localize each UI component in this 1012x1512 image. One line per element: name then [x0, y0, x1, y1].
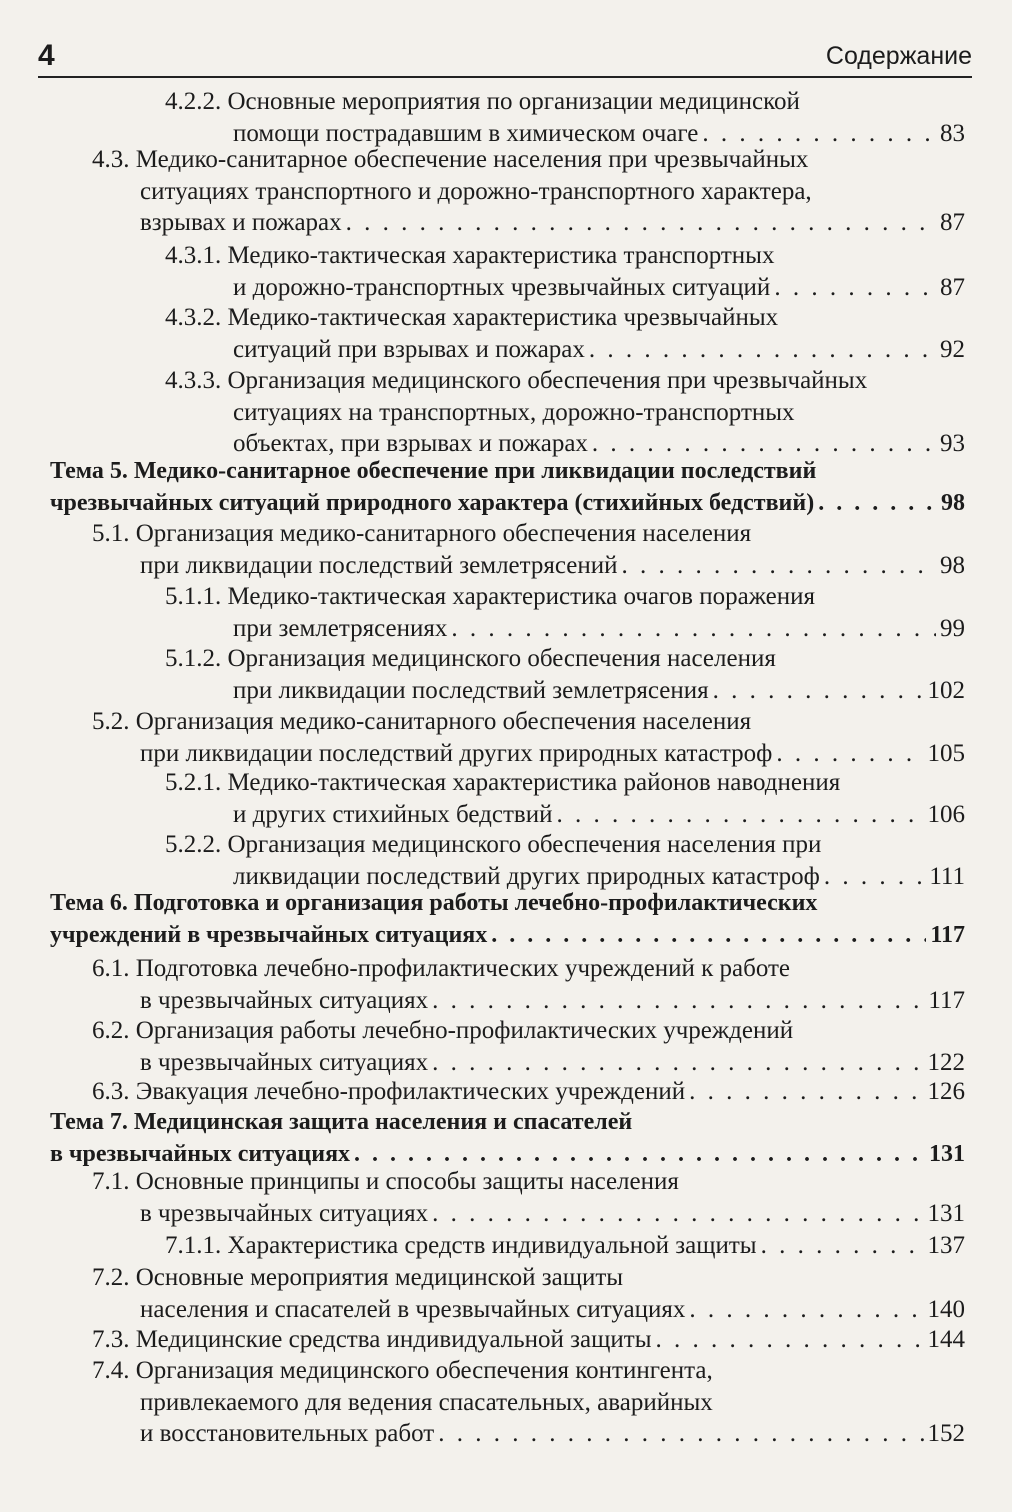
toc-entry-text: ситуациях на транспортных, дорожно-транспортных [233, 399, 795, 426]
toc-entry-final-line [140, 1198, 965, 1230]
dot-leader [689, 1294, 923, 1326]
toc-entry-final-line [233, 272, 965, 304]
toc-entry-text: и дорожно-транспортных чрезвычайных ситуаций [233, 274, 771, 301]
toc-entry-text: 6.3. Эвакуация лечебно-профилактических учреждений [92, 1078, 686, 1105]
toc-entry-text: 5.2. Организация медико-санитарного обеспечения населения [92, 708, 752, 735]
toc-page-number: 105 [927, 740, 965, 767]
toc-page-number: 131 [927, 1200, 965, 1227]
toc-entry-line [165, 365, 867, 397]
toc-page-number: 140 [927, 1296, 965, 1323]
toc-page-number: 98 [940, 552, 965, 579]
toc-entry-text: в чрезвычайных ситуациях [140, 987, 429, 1014]
toc-page-number: 93 [940, 430, 965, 457]
toc-entry-text: Тема 6. Подготовка и организация работы лечебно-профилактических [50, 890, 818, 916]
toc-entry-line [165, 302, 778, 334]
toc-entry-line [92, 1015, 793, 1047]
dot-leader [589, 334, 936, 366]
toc-entry-text: 4.3.1. Медико-тактическая характеристика транспортных [165, 242, 775, 269]
toc-entry-text: помощи пострадавшим в химическом очаге [233, 120, 699, 147]
toc-entry-line [140, 176, 812, 208]
toc-page-number: 131 [929, 1141, 965, 1167]
toc-entry-line [92, 518, 751, 550]
toc-entry-text: при землетрясениях [233, 615, 448, 642]
toc-page-number: 99 [940, 615, 965, 642]
toc-page-number: 126 [927, 1078, 965, 1105]
toc-entry-text: 4.2.2. Основные мероприятия по организации медицинской [165, 88, 800, 115]
toc-entry-line [92, 144, 808, 176]
dot-leader [761, 1230, 924, 1262]
toc-entry-line [50, 455, 816, 487]
toc-entry-final-line [92, 1076, 965, 1108]
toc-entry-text: 4.3.3. Организация медицинского обеспечения при чрезвычайных [165, 367, 868, 394]
toc-entry-text: в чрезвычайных ситуациях [140, 1049, 429, 1076]
toc-page-number: 117 [930, 922, 965, 948]
toc-entry-text: ситуациях транспортного и дорожно-транспортного характера, [140, 178, 812, 205]
running-title: Содержание [825, 42, 972, 70]
dot-leader [622, 550, 936, 582]
toc-entry-line [233, 397, 795, 429]
toc-page-number: 83 [940, 120, 965, 147]
toc-entry-line [92, 706, 751, 738]
dot-leader [438, 1418, 923, 1450]
toc-entry-text: при ликвидации последствий землетрясения [233, 677, 709, 704]
toc-entry-final-line [140, 985, 965, 1017]
toc-entry-final-line [50, 919, 965, 951]
toc-entry-final-line [50, 487, 965, 519]
toc-entry-line [165, 86, 800, 118]
toc-page-number: 152 [927, 1420, 965, 1447]
toc-entry-text: 6.1. Подготовка лечебно-профилактических учреждений к работе [92, 955, 791, 982]
toc-page-number: 92 [940, 336, 965, 363]
toc-entry-text: 5.1.1. Медико-тактическая характеристика очагов поражения [165, 583, 815, 610]
toc-page-number: 137 [927, 1232, 965, 1259]
toc-entry-line [165, 643, 776, 675]
toc-page-number: 87 [940, 209, 965, 236]
toc-entry-text: 4.3.2. Медико-тактическая характеристика чрезвычайных [165, 304, 779, 331]
toc-page-number: 111 [929, 863, 965, 890]
toc-entry-text: ликвидации последствий других природных катастроф [233, 863, 820, 890]
toc-entry-text: 7.3. Медицинские средства индивидуальной защиты [92, 1326, 652, 1353]
toc-entry-text: Тема 7. Медицинская защита населения и спасателей [50, 1109, 633, 1135]
toc-entry-text: 7.2. Основные мероприятия медицинской защиты [92, 1264, 624, 1291]
dot-leader [432, 1047, 923, 1079]
toc-entry-final-line [140, 1294, 965, 1326]
toc-entry-text: 6.2. Организация работы лечебно-профилактических учреждений [92, 1017, 794, 1044]
toc-entry-final-line [140, 1047, 965, 1079]
toc-entry-line [92, 1355, 713, 1387]
page-number: 4 [38, 39, 55, 72]
dot-leader [556, 799, 923, 831]
toc-entry-line [92, 1166, 679, 1198]
toc-entry-final-line [233, 334, 965, 366]
toc-entry-final-line [233, 613, 965, 645]
toc-page-number: 102 [927, 677, 965, 704]
toc-entry-text: привлекаемого для ведения спасательных, аварийных [140, 1389, 713, 1416]
dot-leader [432, 1198, 923, 1230]
dot-leader [491, 919, 926, 951]
dot-leader [432, 985, 924, 1017]
toc-entry-text: в чрезвычайных ситуациях [140, 1200, 429, 1227]
toc-entry-text: ситуаций при взрывах и пожарах [233, 336, 585, 363]
toc-entry-text: 4.3. Медико-санитарное обеспечение населения при чрезвычайных [92, 146, 809, 173]
toc-entry-line [140, 1387, 713, 1419]
toc-entry-final-line [140, 207, 965, 239]
toc-page-number: 106 [927, 801, 965, 828]
dot-leader [346, 207, 936, 239]
toc-entry-text: населения и спасателей в чрезвычайных ситуациях [140, 1296, 686, 1323]
toc-page-number: 117 [928, 987, 965, 1014]
dot-leader [713, 675, 924, 707]
toc-entry-final-line [140, 550, 965, 582]
toc-entry-text: и восстановительных работ [140, 1420, 435, 1447]
toc-entry-text: 7.4. Организация медицинского обеспечения контингента, [92, 1357, 713, 1384]
toc-entry-line [50, 887, 817, 919]
dot-leader [689, 1076, 923, 1108]
toc-entry-text: 5.1.2. Организация медицинского обеспечения населения [165, 645, 776, 672]
dot-leader [824, 861, 926, 893]
toc-entry-line [92, 953, 790, 985]
toc-entry-line [165, 581, 815, 613]
toc-entry-text: учреждений в чрезвычайных ситуациях [50, 922, 488, 948]
toc-entry-final-line [233, 675, 965, 707]
toc-entry-text: взрывах и пожарах [140, 209, 342, 236]
toc-entry-final-line [140, 1418, 965, 1450]
toc-entry-text: в чрезвычайных ситуациях [50, 1141, 351, 1167]
toc-entry-text: 7.1.1. Характеристика средств индивидуальной защиты [165, 1232, 757, 1259]
toc-entry-line [165, 767, 840, 799]
toc-entry-text: и других стихийных бедствий [233, 801, 553, 828]
toc-entry-final-line [92, 1324, 965, 1356]
toc-entry-text: объектах, при взрывах и пожарах [233, 430, 588, 457]
dot-leader [774, 272, 936, 304]
dot-leader [656, 1324, 924, 1356]
toc-entry-text: 5.1. Организация медико-санитарного обеспечения населения [92, 520, 752, 547]
dot-leader [776, 738, 923, 770]
dot-leader [451, 613, 936, 645]
dot-leader [818, 487, 937, 519]
toc-entry-final-line [140, 738, 965, 770]
toc-entry-final-line [165, 1230, 965, 1262]
toc-entry-text: 7.1. Основные принципы и способы защиты населения [92, 1168, 679, 1195]
toc-entry-text: 5.2.2. Организация медицинского обеспечения населения при [165, 831, 822, 858]
toc-entry-text: при ликвидации последствий других природных катастроф [140, 740, 773, 767]
toc-page-number: 122 [927, 1049, 965, 1076]
toc-entry-text: Тема 5. Медико-санитарное обеспечение при ликвидации последствий [50, 458, 817, 484]
toc-entry-line [50, 1106, 632, 1138]
toc-entry-text: 5.2.1. Медико-тактическая характеристика районов наводнения [165, 769, 841, 796]
toc-entry-line [165, 829, 821, 861]
toc-entry-text: при ликвидации последствий землетрясений [140, 552, 618, 579]
toc-entry-final-line [233, 799, 965, 831]
toc-page-number: 98 [941, 490, 965, 516]
toc-entry-text: чрезвычайных ситуаций природного характера (стихийных бедствий) [50, 490, 815, 516]
toc-page-number: 144 [927, 1326, 965, 1353]
toc-entry-line [92, 1262, 623, 1294]
toc-page-number: 87 [940, 274, 965, 301]
toc-entry-line [165, 240, 774, 272]
